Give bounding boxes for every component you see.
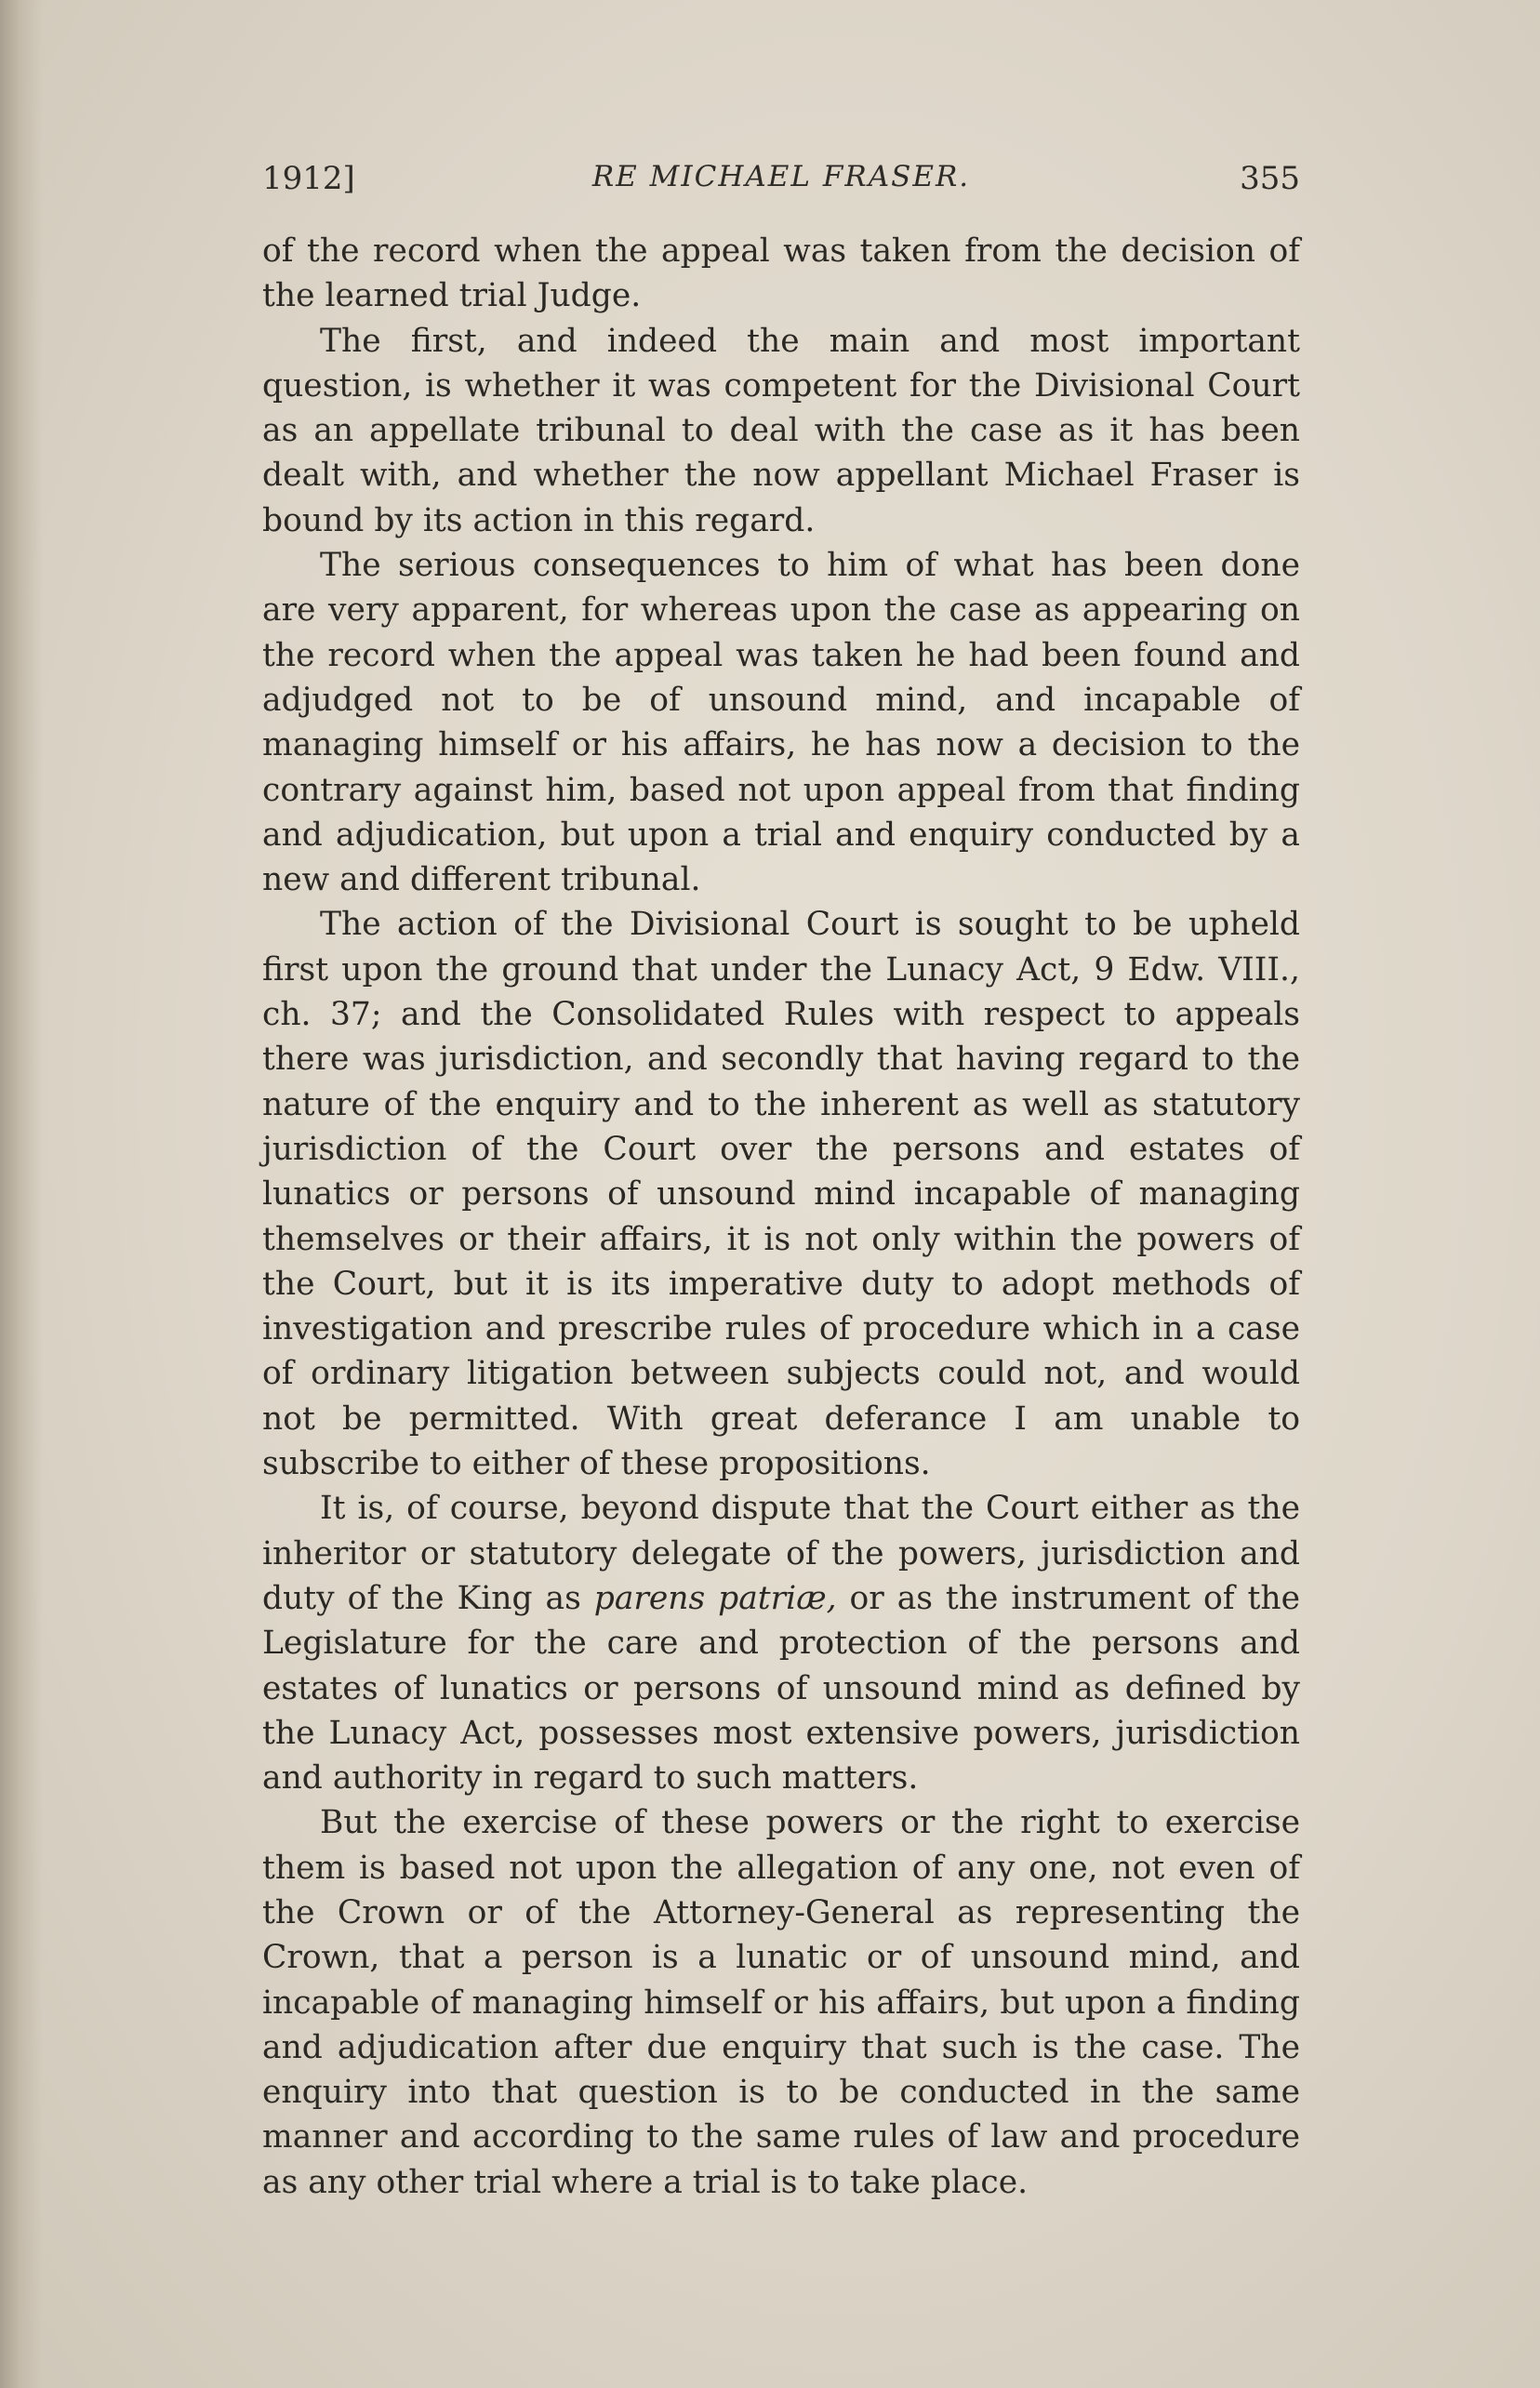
paragraph-first-question: The first, and indeed the main and most important question, is whether it was competent for the Divisional Court as an appellate tribunal to deal with the case as it has been dealt with, and whether the now appellant Michael Fraser is bound by its action in this regard. — [262, 322, 1300, 539]
header-year: 1912] — [262, 160, 355, 197]
running-header — [262, 160, 1300, 206]
page-body — [262, 229, 1300, 2205]
paragraph-continuation: of the record when the appeal was taken from the decision of the learned trial Judge. — [262, 232, 1300, 315]
header-title: RE MICHAEL FRASER. — [591, 160, 971, 193]
paragraph-court-powers-start: It is, of course, beyond dispute that the Court either as the inheritor or statutory delegate of the powers, jurisdiction and duty of the King as — [262, 1490, 1300, 1617]
paragraph-divisional-court-action: The action of the Divisional Court is sought to be upheld first upon the ground that under the Lunacy Act, 9 Edw. VIII., ch. 37; and the Consolidated Rules with respect to appeals there was jurisdiction, and secondly that having regard to the nature of the enquiry and to the inherent as well as statutory jurisdiction of the Court over the persons and estates of lunatics or persons of unsound mind incapable of managing themselves or their affairs, it is not only within the powers of the Court, but it is its imperative duty to adopt methods of investigation and prescribe rules of procedure which in a case of ordinary litigation between subjects could not, and would not be permitted. With great deferance I am unable to subscribe to either of these propositions. — [262, 906, 1300, 1483]
paragraph-court-powers-end: or as the instrument of the Legislature for the care and protection of the persons and estates of lunatics or persons of unsound mind as defined by the Lunacy Act, possesses most extensive powers, jurisdiction and authority in regard to such matters. — [262, 1579, 1300, 1798]
paragraph-consequences: The serious consequences to him of what has been done are very apparent, for whereas upon the case as appearing on the record when the appeal was taken he had been found and adjudged not to be of unsound mind, and incapable of managing himself or his affairs, he has now a decision to the contrary against him, based not upon appeal from that finding and adjudication, but upon a trial and enquiry conducted by a new and different tribunal. — [262, 547, 1300, 899]
paragraph-exercise-of-powers: But the exercise of these powers or the right to exercise them is based not upon the allegation of any one, not even of the Crown or of the Attorney-General as representing the Crown, that a person is a lunatic or of unsound mind, and incapable of managing himself or his affairs, but upon a finding and adjudication after due enquiry that such is the case. The enquiry into that question is to be conducted in the same manner and according to the same rules of law and procedure as any other trial where a trial is to take place. — [262, 1804, 1300, 2201]
latin-term: parens patriæ, — [593, 1579, 837, 1617]
paragraph-court-powers — [262, 1486, 1300, 1800]
page-gutter-shadow — [0, 0, 43, 2388]
page-number: 355 — [1240, 160, 1300, 197]
